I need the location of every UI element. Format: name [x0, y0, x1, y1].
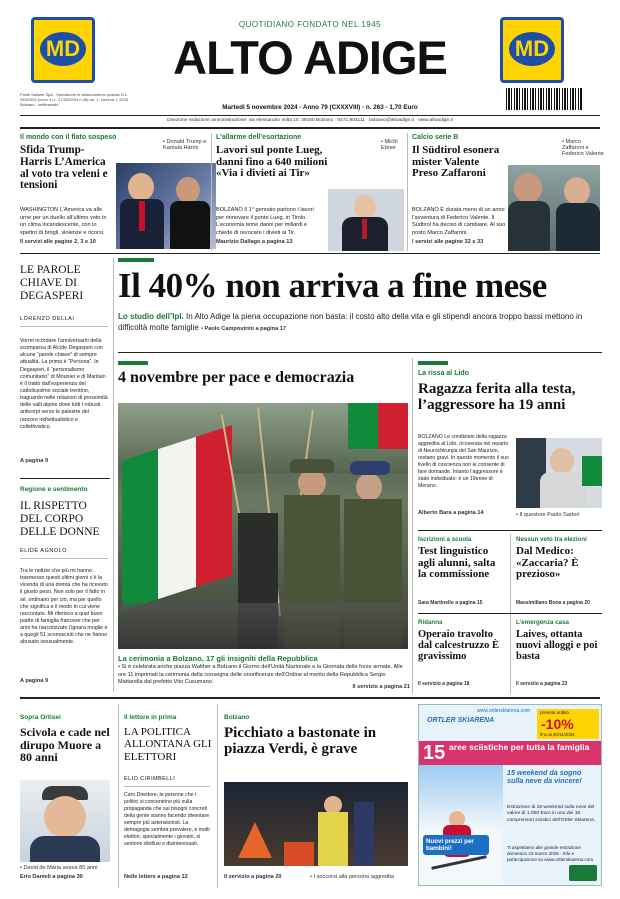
ad-new-prices: Nuovi prezzi per bambini! [423, 835, 489, 855]
masthead-tagline: QUOTIDIANO FONDATO NEL 1945 [238, 20, 382, 29]
lead-accent-bar [118, 258, 154, 262]
category-label: La rissa al Lido [418, 370, 469, 377]
ceremony-caption-title: La cerimonia a Bolzano, 17 gli insigniti della Repubblica [118, 654, 318, 663]
photo-caption: • Il questore Paolo Sartori [516, 512, 580, 518]
ad-logo [569, 865, 597, 881]
story-title: Picchiato a bastonate in piazza Verdi, è grave [224, 725, 377, 757]
ski-photo [419, 765, 503, 885]
story-title: Lavori sul ponte Lueg, danni fino a 640 milioni «Via i divieti ai Tir» [216, 144, 328, 180]
md-logo-text: MD [514, 36, 550, 61]
category-label: Il lettore in prima [124, 714, 177, 721]
zaffaroni-valente-photo[interactable] [508, 165, 600, 251]
editorial-author: LORENZO DELLAI [20, 316, 75, 322]
photo-caption: • Marco Zaffaroni e Federico Valente [562, 139, 604, 157]
top-story-2[interactable] [216, 131, 406, 251]
story-ref: Massimiliano Bona a pagina 20 [516, 600, 590, 606]
story-body: BOLZANO Le condizioni della ragazza aggredita al Lido, ricoverata nel reparto di Neurochirurgia del San Maurizio, restano gravi. In questo momento il suo livello di coscienza non le consente di fare domande. Intanto l’aggressore è stato individuato: è un 19enne di Merano. [418, 434, 509, 490]
center-accent-bar [118, 361, 148, 365]
story-body: WASHINGTON L’America va alle urne per un duello all’ultimo voto in un clima incandescente, con lo spettro di brogli, violenze e ricorsi. [20, 207, 107, 236]
story-author: ELIO CIRIMBELLI [124, 776, 176, 782]
story-ref: Alberto Bara a pagina 14 [418, 510, 484, 516]
md-logo-left[interactable] [31, 17, 95, 83]
editorial-ref: A pagina 9 [20, 458, 49, 464]
story-title: Dal Medico: «Zaccaria? È prezioso» [516, 545, 579, 581]
mid-story-1[interactable] [418, 534, 506, 610]
questore-photo[interactable] [516, 438, 602, 508]
mid-story-3[interactable] [418, 617, 506, 693]
category-label: Calcio serie B [412, 134, 459, 141]
category-label: Sopra Ortisei [20, 714, 61, 721]
story-title: Test linguistico agli alunni, salta la commissione [418, 545, 496, 581]
date-line: Martedì 5 novembre 2024 - Anno 79 (CXXXVIII) - n. 263 - 1,70 Euro [222, 104, 418, 111]
ad-promo: -10% [541, 716, 574, 732]
story-ref: Il servizio a pagina 18 [418, 681, 470, 687]
lead-subtitle-bold: Lo studio dell’Ipl. [118, 312, 184, 321]
barcode [506, 88, 582, 110]
story-ref: I servizi alle pagine 32 e 33 [412, 239, 484, 245]
photo-caption: • Donald Trump e Kamala Harris [163, 139, 207, 151]
category-label: Nessun veto tra elezioni [516, 536, 587, 543]
ceremony-caption: • Si è celebrata anche piazza Walther a Bolzano il Giorno dell’Unità Nazionale e la Giornata delle forze armate. Alle ore 11 imprimati la cerimonia della consegna delle onorificenze dell’Ordine al merito della Repubblica Sergio Mattarella dal prefetto Vito Cusumano. [118, 664, 403, 686]
photo-caption: • Michl Ebner [381, 139, 398, 151]
category-label: Bolzano [224, 714, 250, 721]
piazza-verdi-photo[interactable] [224, 782, 408, 866]
ad-headline-num: 15 [423, 742, 446, 764]
ad-promo-label: prenota subito [540, 710, 570, 715]
category-label: Regione e sentimento [20, 486, 88, 493]
category-label: L’allarme dell’esortazione [216, 134, 302, 141]
story-title: Ragazza ferita alla testa, l’aggressore ha 19 anni [418, 381, 576, 413]
bottom-story-ortisei[interactable] [20, 704, 112, 888]
category-label: L’emergenza casa [516, 619, 569, 626]
right-accent-bar [418, 361, 448, 365]
trump-harris-photo[interactable] [116, 163, 216, 249]
ad-details: Estrazione di 15 weekend sulla neve del valore di 1.000 Euro in uno dei 15 comprensori sciistici dell’Ortler Skiarena. [507, 805, 596, 823]
ceremony-photo[interactable] [118, 403, 408, 649]
photo-caption: • I soccorsi alla persona aggredita [310, 874, 395, 880]
story-ref: Sara Martinello a pagina 15 [418, 600, 483, 606]
ad-headline-band [419, 741, 601, 765]
editorial-rispetto[interactable] [20, 482, 110, 692]
editorial-body: Vorrei ricordare l’anniversario della scomparsa di Alcide Degasperi con alcune “parole chiave” di sempre attualità. La prima è “Persona”. In Degasperi, il “personalismo comunitario” di Mounier e di Maritain è il tratto dall’esperienza del cattolicesimo sociale trentino, traguardo nelle relazioni di prossimità delle valli alpine dove tutti i robusti anticorpi verso le palestre del rancore individualistico e collettivistico. [20, 338, 108, 430]
address-line: Direzione redazione amministrazione: via Alessandro Volta 10, 39100 Bolzano · 0471.904111 · bolzano@altoadige.it · www.altoadige.it [167, 118, 453, 123]
photo-caption: • David de Maria aveva 80 anni [20, 865, 98, 871]
category-label: Ridanna [418, 619, 443, 626]
story-ref: Erio Danieli a pagina 30 [20, 874, 83, 880]
top-story-1[interactable] [20, 131, 210, 251]
md-logo-text: MD [45, 36, 81, 61]
ad-headline: aree sciistiche per tutta la famiglia [449, 742, 590, 752]
story-title: Il Südtirol esonera mister Valente Preso Zaffaroni [412, 144, 500, 180]
bottom-story-lettere[interactable] [124, 704, 212, 888]
ad-promo-sub: fino al 30/11/2024 [540, 732, 575, 737]
michl-ebner-photo[interactable] [328, 189, 404, 251]
story-ref: Il servizio a pagina 20 [224, 874, 282, 880]
story-body: BOLZANO È durata meno di un anno l’avventura di Federico Valente. Il Südtirol ha deciso di cambiare. Al suo posto Marco Zaffaroni. [412, 207, 506, 236]
editorial-body: Tra le notizie che più mi hanno trasmesso questi ultimi giorni c’è la vicenda di una donna che ha ricevuto il giusto peso. Non solo per il fatto in sé, ordinario per ciò, ma per quello che significa e il modo in cui viene raccontato. Mi riferisco a quel buon padre di famiglia francese che per anni ha narcotizzato l’ignara moglie e a quegli 51 sconosciuti che ne hanno abusato sessualmente. [20, 568, 108, 646]
editorial-author: ELIDE AGNOLO [20, 548, 68, 554]
postal-note: Poste Italiane SpA - Spedizione in abbonamento postale D.L. 353/2003 (conv. in L. 27/02/2004 n.46) art. 1, comma 1, DCB Bolzano - settimanale [20, 92, 129, 108]
rissa-lido-story[interactable] [418, 366, 602, 526]
ad-url[interactable]: www.ortlerskiarena.com [477, 708, 531, 714]
editorial-title: LE PAROLE CHIAVE DI DEGASPERI [20, 264, 84, 302]
story-title: LA POLITICA ALLONTANA GLI ELETTORI [124, 726, 212, 763]
mid-story-4[interactable] [516, 617, 602, 693]
story-ref: Nelle lettere a pagina 12 [124, 874, 188, 880]
category-label: Iscrizioni a scuola [418, 536, 472, 543]
ad-week: 15 weekend da sogno sulla neve da vincere! [507, 768, 582, 786]
ad-promo-box [537, 709, 599, 739]
story-title: Sfida Trump-Harris L’America al voto tra veleni e tensioni [20, 144, 108, 192]
ortler-skiarena-ad[interactable] [418, 704, 602, 886]
top-story-3[interactable] [412, 131, 602, 251]
editorial-title: IL RISPETTO DEL CORPO DELLE DONNE [20, 500, 100, 538]
mid-story-2[interactable] [516, 534, 602, 610]
editorial-degasperi[interactable] [20, 258, 110, 470]
story-ref: Maurizio Dallago a pagina 13 [216, 239, 293, 245]
ad-cta: Ti aspettiamo alle grande estrazione domenica 23 marzo 2025 - lnfo e partecipazione su www.ortlerskiarena.com [507, 845, 594, 862]
ad-brand: ORTLER SKIARENA [427, 717, 495, 724]
masthead-title: ALTO ADIGE [173, 31, 447, 84]
ceremony-ref: Il servizio a pagina 21 [352, 684, 410, 690]
victim-photo[interactable] [20, 780, 110, 862]
story-title: Scivola e cade nel dirupo Muore a 80 anni [20, 725, 110, 765]
lead-ref: • Paolo Campostrini a pagina 17 [201, 325, 286, 332]
lead-headline[interactable]: Il 40% non arriva a fine mese [118, 266, 547, 305]
lead-subtitle-text: In Alto Adige la piena occupazione non basta: il costo alto della vita e gli stipendi ancora troppo bassi mettono in difficoltà molte famiglie [118, 312, 583, 332]
bottom-story-piazza-verdi[interactable] [224, 704, 410, 888]
story-ref: Il servizio a pagina 23 [516, 681, 568, 687]
story-title: Laives, ottanta nuovi alloggi e poi basta [516, 629, 598, 663]
story-ref: Il servizi alle pagine 2, 3 e 10 [20, 239, 96, 245]
center-headline[interactable]: 4 novembre per pace e democrazia [118, 369, 355, 386]
lead-subtitle [118, 312, 598, 334]
story-body: BOLZANO Il 1° gennaio partono i lavori per rinnovare il ponte Lueg, in Tirolo. L’economia teme danni per miliardi e chiede di revocare i divieti ai Tir. [216, 207, 314, 236]
editorial-ref: A pagina 9 [20, 678, 49, 684]
category-label: Il mondo con il fiato sospeso [20, 134, 117, 141]
story-title: Operaio travolto dal calcestruzzo È gravissimo [418, 629, 500, 663]
story-body: Caro Direttore, le persone che i politici si concentrino più sulla propaganda che sui bisogni concreti della gente stanno facendo diventare sempre più astensionisti. La demagogia sembra prevalere, e molti elettori, specialmente i giovani, si sentono disillusi e disinteressati. [124, 792, 210, 848]
